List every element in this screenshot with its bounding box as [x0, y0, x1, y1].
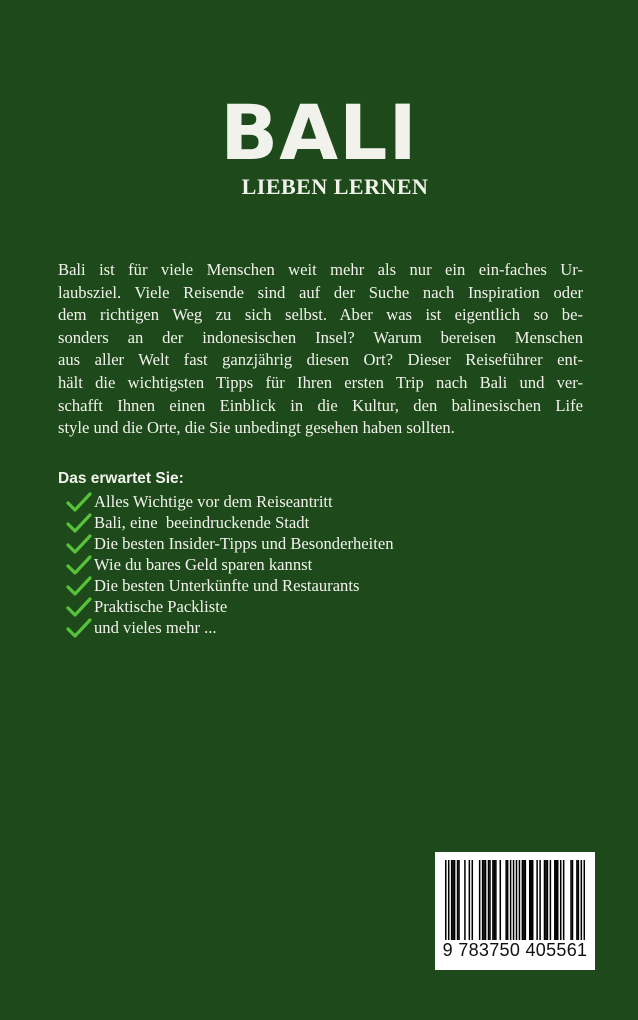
barcode-bar	[563, 860, 565, 940]
barcode-bar	[556, 860, 558, 940]
barcode-bar	[483, 860, 485, 940]
barcode-bar	[576, 860, 578, 940]
checkmark-icon	[66, 512, 92, 534]
barcode-bar	[489, 860, 491, 940]
blurb-text	[58, 259, 583, 440]
checkmark-icon	[66, 554, 92, 576]
feature-list-item	[66, 554, 394, 575]
blurb-line: schafft Ihnen einen Einblick in die Kultur, den balinesischen Life	[58, 395, 583, 415]
blurb-line: hält die wichtigsten Tipps für Ihren ersten Trip nach Bali und ver-	[58, 372, 583, 392]
feature-list-item	[66, 533, 394, 554]
barcode-bar	[507, 860, 509, 940]
feature-label: Die besten Unterkünfte und Restaurants	[94, 576, 360, 595]
barcode-bar	[522, 860, 524, 940]
barcode-bar	[560, 860, 562, 940]
barcode-bar	[532, 860, 534, 940]
feature-label: Praktische Packliste	[94, 597, 228, 616]
barcode-bar	[454, 860, 456, 940]
checkmark-icon	[66, 491, 92, 513]
barcode-bar	[584, 860, 585, 940]
checkmark-icon	[66, 596, 92, 618]
feature-label: Alles Wichtige vor dem Reiseantritt	[94, 492, 333, 511]
feature-list-item	[66, 596, 394, 617]
barcode-bar	[469, 860, 471, 940]
barcode-bar	[485, 860, 487, 940]
feature-label: Bali, eine beeindruckende Stadt	[94, 513, 310, 532]
blurb-line: sonders an der indonesischen Insel? Warum bereisen Menschen	[58, 327, 583, 347]
blurb-line: dem richtigen Weg zu sich selbst. Aber was ist eigentlich so be-	[58, 305, 583, 325]
feature-label: Wie du bares Geld sparen kannst	[94, 555, 313, 574]
checkmark-icon	[66, 575, 92, 597]
barcode-bar	[525, 860, 527, 940]
feature-list-item	[66, 512, 394, 533]
barcode-bar	[510, 860, 512, 940]
barcode-bar	[492, 860, 494, 940]
barcode-bar	[554, 860, 556, 940]
barcode-bar	[544, 860, 546, 940]
barcode-bar	[547, 860, 549, 940]
barcode-bar	[572, 860, 574, 940]
barcode-bar	[451, 860, 453, 940]
barcode-bar	[581, 860, 583, 940]
checkmark-icon	[66, 533, 92, 555]
feature-list-item	[66, 491, 394, 512]
barcode-bar	[519, 860, 521, 940]
blurb-line: laubsziel. Viele Reisende sind auf der Suche nach Inspiration oder	[58, 282, 583, 302]
feature-list-heading: Das erwartet Sie:	[58, 470, 184, 487]
barcode-bar	[545, 860, 547, 940]
isbn-number: 9 783750 405561	[442, 940, 588, 960]
barcode-bar	[458, 860, 460, 940]
barcode-bar	[464, 860, 466, 940]
barcode	[435, 852, 595, 970]
blurb-line: Bali ist für viele Menschen weit mehr als nur ein ein-faches Ur-	[58, 260, 583, 279]
barcode-bar	[523, 860, 525, 940]
barcode-bar	[536, 860, 538, 940]
barcode-bar	[513, 860, 515, 940]
book-subtitle: LIEBEN LERNEN	[241, 174, 429, 199]
barcode-bar	[494, 860, 496, 940]
barcode-bar	[557, 860, 559, 940]
barcode-bar	[479, 860, 481, 940]
barcode-bar	[578, 860, 580, 940]
barcode-bar	[495, 860, 497, 940]
blurb-line: aus aller Welt fast ganzjährig diesen Ort? Dieser Reiseführer ent-	[58, 350, 583, 370]
barcode-bars	[445, 860, 585, 940]
barcode-bar	[550, 860, 552, 940]
feature-list	[66, 491, 394, 638]
barcode-bar	[488, 860, 490, 940]
barcode-bar	[445, 860, 447, 940]
barcode-bar	[452, 860, 454, 940]
barcode-bar	[482, 860, 484, 940]
barcode-bar	[505, 860, 507, 940]
book-title: BALI	[220, 88, 418, 177]
blurb-line: style und die Orte, die Sie unbedingt gesehen haben sollten.	[58, 418, 455, 438]
feature-label: Die besten Insider-Tipps und Besonderheiten	[94, 534, 394, 553]
barcode-bar	[529, 860, 531, 940]
feature-list-item	[66, 575, 394, 596]
barcode-bar	[570, 860, 572, 940]
barcode-bar	[530, 860, 532, 940]
feature-list-item	[66, 617, 394, 638]
barcode-bar	[448, 860, 450, 940]
checkmark-icon	[66, 617, 92, 639]
barcode-bar	[472, 860, 474, 940]
barcode-bar	[516, 860, 518, 940]
barcode-bar	[500, 860, 502, 940]
feature-label: und vieles mehr ...	[94, 618, 217, 637]
barcode-bar	[539, 860, 541, 940]
barcode-bar	[457, 860, 459, 940]
